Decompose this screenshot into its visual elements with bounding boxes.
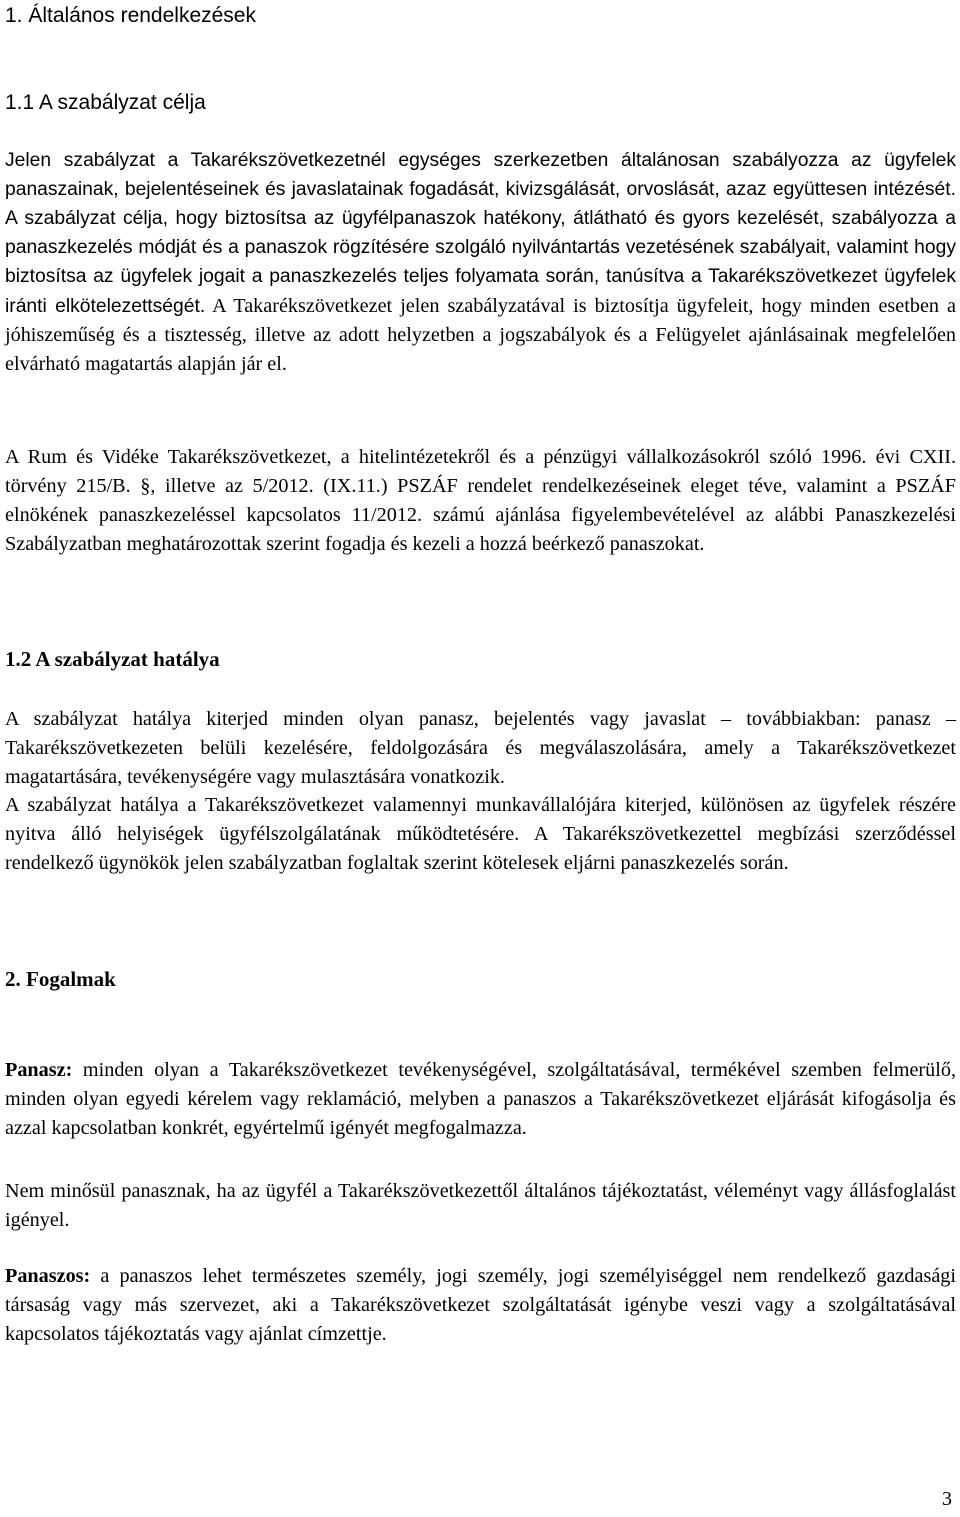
panasz-definition	[5, 1056, 956, 1143]
section-1-2-paragraph-1: A szabályzat hatálya kiterjed minden olyan panasz, bejelentés vagy javaslat – továbbiakban: panasz – Takarékszövetkezeten belüli kezelésére, feldolgozására és megválaszolására, amely a Takarékszövetkezet magatartására, tevékenységére vagy mulasztására vonatkozik.	[5, 708, 956, 788]
panasz-term: Panasz:	[5, 1059, 73, 1081]
section-2-heading: 2. Fogalmak	[5, 967, 116, 991]
panaszos-term: Panaszos:	[5, 1265, 91, 1287]
panasz-note: Nem minősül panasznak, ha az ügyfél a Takarékszövetkezettől általános tájékoztatást, véleményt vagy állásfoglalást igényel.	[5, 1180, 956, 1231]
section-1-2-paragraph-2: A szabályzat hatálya a Takarékszövetkezet valamennyi munkavállalójára kiterjed, különösen az ügyfelek részére nyitva álló helyiségek ügyfélszolgálatának működtetésére. A Takarékszövetkezettel megbízási szerződéssel rendelkező ügynökök jelen szabályzatban foglaltak szerint kötelesek eljárni panaszkezelés során.	[5, 794, 956, 874]
panaszos-definition	[5, 1262, 956, 1349]
page-number: 3	[942, 1488, 952, 1510]
section-1-heading: 1. Általános rendelkezések	[5, 4, 256, 27]
section-1-1-heading: 1.1 A szabályzat célja	[5, 91, 206, 114]
section-1-1-paragraph-1	[5, 147, 956, 379]
panasz-definition-text: minden olyan a Takarékszövetkezet tevékenységével, szolgáltatásával, termékével szemben felmerülő, minden olyan egyedi kérelem vagy reklamáció, melyben a panaszos a Takarékszövetkezet eljárását kifogásolja és azzal kapcsolatban konkrét, egyértelmű igényét megfogalmazza.	[5, 1059, 956, 1139]
section-1-2-heading: 1.2 A szabályzat hatálya	[5, 647, 220, 671]
panaszos-definition-text: a panaszos lehet természetes személy, jogi személy, jogi személyiséggel nem rendelkező gazdasági társaság vagy más szervezet, aki a Takarékszövetkezet szolgáltatását igénybe veszi vagy a szolgáltatásával kapcsolatos tájékoztatás vagy ajánlat címzettje.	[5, 1265, 956, 1345]
section-1-1-paragraph-2: A Rum és Vidéke Takarékszövetkezet, a hitelintézetekről és a pénzügyi vállalkozásokról szóló 1996. évi CXII. törvény 215/B. §, illetve az 5/2012. (IX.11.) PSZÁF rendelet rendelkezéseinek eleget téve, valamint a PSZÁF elnökének panaszkezeléssel kapcsolatos 11/2012. számú ajánlása figyelembevételével az alábbi Panaszkezelési Szabályzatban meghatározottak szerint fogadja és kezeli a hozzá beérkező panaszokat.	[5, 446, 956, 555]
section-1-1-paragraph-1-part-1: Jelen szabályzat a Takarékszövetkezetnél egységes szerkezetben általánosan szabályozza az ügyfelek panaszainak, bejelentéseinek és javaslatainak fogadását, kivizsgálását, orvoslását, azaz együttesen intézését.	[5, 150, 956, 200]
section-1-1-paragraph-1-part-3: A Takarékszövetkezet jelen szabályzatával is biztosítja ügyfeleit, hogy minden esetben a jóhiszeműség és a tisztesség, illetve az adott helyzetben a jogszabályok és a Felügyelet ajánlásainak megfelelően elvárható magatartás alapján jár el.	[5, 294, 956, 376]
section-1-1-paragraph-1-part-2: A szabályzat célja, hogy biztosítsa az ügyfélpanaszok hatékony, átlátható és gyors kezelését, szabályozza a panaszkezelés módját és a panaszok rögzítésére szolgáló nyilvántartás vezetésének szabályait, valamint hogy biztosítsa az ügyfelek jogait a panaszkezelés teljes folyamata során, tanúsítva a Takarékszövetkezet ügyfelek iránti elkötelezettségét.	[5, 207, 956, 317]
